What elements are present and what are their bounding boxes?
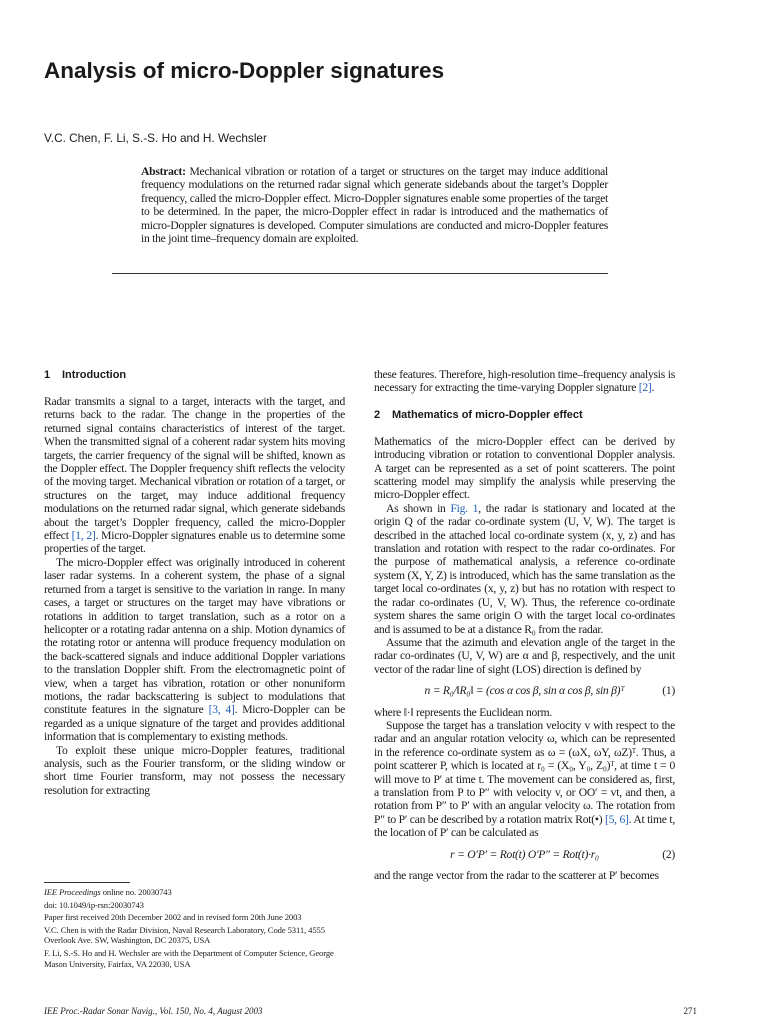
math-paragraph-6: and the range vector from the radar to the scatterer at P′ becomes (374, 869, 659, 882)
math-paragraph-2 (374, 502, 675, 636)
intro-paragraph-1 (44, 395, 345, 556)
footnote-doi: doi: 10.1049/ip-rsn:20030743 (44, 899, 144, 910)
section-2-title: Mathematics of micro-Doppler effect (392, 408, 583, 421)
citation-link-5-6[interactable]: [5, 6] (605, 812, 629, 826)
intro-p1-end: . Micro-Doppler signatures enable us to determine some properties of the target. (44, 529, 345, 556)
footnote-received: Paper first received 20th December 2002 and in revised form 20th June 2003 (44, 912, 302, 923)
section-1-number: 1 (44, 369, 51, 381)
footnote-online (44, 887, 345, 898)
section-1-heading (44, 368, 345, 382)
equation-1 (374, 684, 675, 697)
math-paragraph-1: Mathematics of the micro-Doppler effect can be derived by introducing vibration or rotation to conventional Doppler analysis. A target can be represented as a set of point scatterers. The point scattering model may simplify the analysis while preserving the micro-Doppler effect. (374, 434, 675, 502)
math-p2-text: , the radar is stationary and located at the origin Q of the radar co-ordinate system (U, V, W). The target is described in the attached local co-ordinate system (x, y, z) and has translation and rotation with respect to the radar co-ordinates. For the purpose of mathematical analysis, a reference co-ordinate system (X, Y, Z) is introduced, which has the same translation as the target local co-ordinates (x, y, z) but has no rotation with respect to the radar co-ordinates (U, V, W). Thus, the reference co-ordinate system shares the same origin O with the target local co-ordinates and is assumed to be at a distance R₀ from the radar. (374, 501, 675, 636)
equation-2-number: (2) (662, 847, 675, 861)
equation-1-body: n = R₀/‖R₀‖ = (cos α cos β, sin α cos β, sin β)ᵀ (424, 684, 625, 698)
math-paragraph-4: where ‖·‖ represents the Euclidean norm. (374, 705, 553, 719)
math-p5-end: . At time t, the location of P′ can be calculated as (374, 812, 675, 840)
math-p5-text: Suppose the target has a translation velocity v with respect to the radar and an angular rotation velocity ω, which can be represented in the reference co-ordinate system as ω = (ωX, ωY, ωZ)ᵀ. Thus, a point scatterer P, which is located at r₀ = (X₀, Y₀, Z₀)ᵀ, at time t = 0 will move to P′ at time t. The movement can be considered as, first, a translation from P to P″ with velocity v, or OO′ = vt, and then, a rotation from P″ to P′ with an angular velocity ω. The rotation from P″ to P′ can be described by a rotation matrix Rot(•) (374, 718, 675, 826)
author-list: V.C. Chen, F. Li, S.-S. Ho and H. Wechsler (44, 131, 267, 145)
section-2-heading (374, 408, 675, 422)
left-column (44, 368, 345, 797)
citation-link-2[interactable]: [2] (638, 381, 652, 395)
abstract-divider (112, 273, 608, 274)
intro-p3-cont-text: these features. Therefore, high-resolution time–frequency analysis is necessary for extracting the time-varying Doppler signature (374, 368, 675, 395)
math-paragraph-3: Assume that the azimuth and elevation angle of the target in the radar co-ordinates (U, V, W) are α and β, respectively, and the unit vector of the radar line of sight (LOS) direction is defined by (374, 635, 675, 676)
math-paragraph-5 (374, 719, 675, 840)
section-2-number: 2 (374, 408, 381, 421)
footnotes (44, 887, 345, 971)
citation-link-3-4[interactable]: [3, 4] (208, 703, 235, 717)
intro-p1-text: Radar transmits a signal to a target, interacts with the target, and returns back to the radar. The change in the properties of the returned signal contains characteristics of interest of the target. When the transmitted signal of a coherent radar system hits moving targets, the carrier frequency of the signal will be shifted, known as the Doppler effect. The Doppler frequency shift reflects the velocity of the moving target. Mechanical vibration or rotation of a target, or structures on the target, may induce additional frequency modulations on the returned radar signal, which generate sidebands about the target’s Doppler frequency, called the micro-Doppler effect (44, 395, 345, 543)
right-column (374, 368, 675, 882)
footnote-divider (44, 882, 130, 883)
journal-citation: IEE Proc.-Radar Sonar Navig., Vol. 150, No. 4, August 2003 (44, 1006, 263, 1016)
footnote-journal: IEE Proceedings (44, 887, 101, 897)
intro-p2-text: The micro-Doppler effect was originally introduced in coherent laser radar systems. In a coherent system, the phase of a signal returned from a target is sensitive to the variation in range. In many cases, a target or structures on the target may have vibrations or rotations in addition to target translation, such as a rotor on a helicopter or a rotating radar antenna on a ship. Motion dynamics of the rotating rotor or antenna will produce frequency modulation on the back-scattered signals and induce additional Doppler variations to the translation Doppler shift. From the electromagnetic point of view, when a target has vibration, rotation or other nonuniform motions, the radar backscattering is subject to modulations that constitute features in the signature (44, 555, 345, 717)
section-1-title: Introduction (62, 369, 127, 381)
intro-p2-end: . Micro-Doppler can be regarded as a unique signature of the target and provides additional information that is complementary to existing methods. (44, 703, 346, 744)
abstract (141, 165, 608, 245)
paper-title: Analysis of micro-Doppler signatures (44, 58, 445, 83)
abstract-label: Abstract: (141, 165, 186, 178)
intro-paragraph-3-continued (374, 368, 675, 395)
footnote-affiliation-2: F. Li, S.-S. Ho and H. Wechsler are with the Department of Computer Science, George Mason University, Fairfax, VA 22030, USA (44, 947, 334, 969)
abstract-text: Mechanical vibration or rotation of a target or structures on the target may induce additional frequency modulations on the returned radar signal which generate sidebands about the target’s Doppler frequency, called the micro-Doppler effect. Micro-Doppler signatures enable some properties of the target to be determined. In the paper, the micro-Doppler effect in radar is introduced and the mathematics of micro-Doppler signatures is developed. Computer simulations are conducted and micro-Doppler features in the joint time–frequency domain are exploited. (141, 165, 608, 246)
intro-p3-end: . (651, 381, 655, 395)
math-p2-start: As shown in (386, 501, 446, 515)
page-number: 271 (683, 1006, 697, 1016)
equation-2-body: r = O′P′ = Rot(t) O′P″ = Rot(t)·r₀ (450, 847, 599, 861)
equation-2 (374, 848, 675, 861)
figure-link-1[interactable]: Fig. 1 (450, 501, 479, 515)
footnote-online-number: online no. 20030743 (100, 887, 172, 897)
equation-1-number: (1) (662, 684, 675, 698)
citation-link-1-2[interactable]: [1, 2] (71, 529, 96, 543)
footnote-affiliation-1: V.C. Chen is with the Radar Division, Naval Research Laboratory, Code 5311, 4555 Overlook Ave. SW, Washington, DC 20375, USA (44, 924, 325, 946)
intro-paragraph-2 (44, 556, 345, 744)
intro-paragraph-3: To exploit these unique micro-Doppler features, traditional analysis, such as the Fourier transform, or the sliding window or short time Fourier transform, may not possess the necessary resolution for extracting (44, 743, 345, 797)
